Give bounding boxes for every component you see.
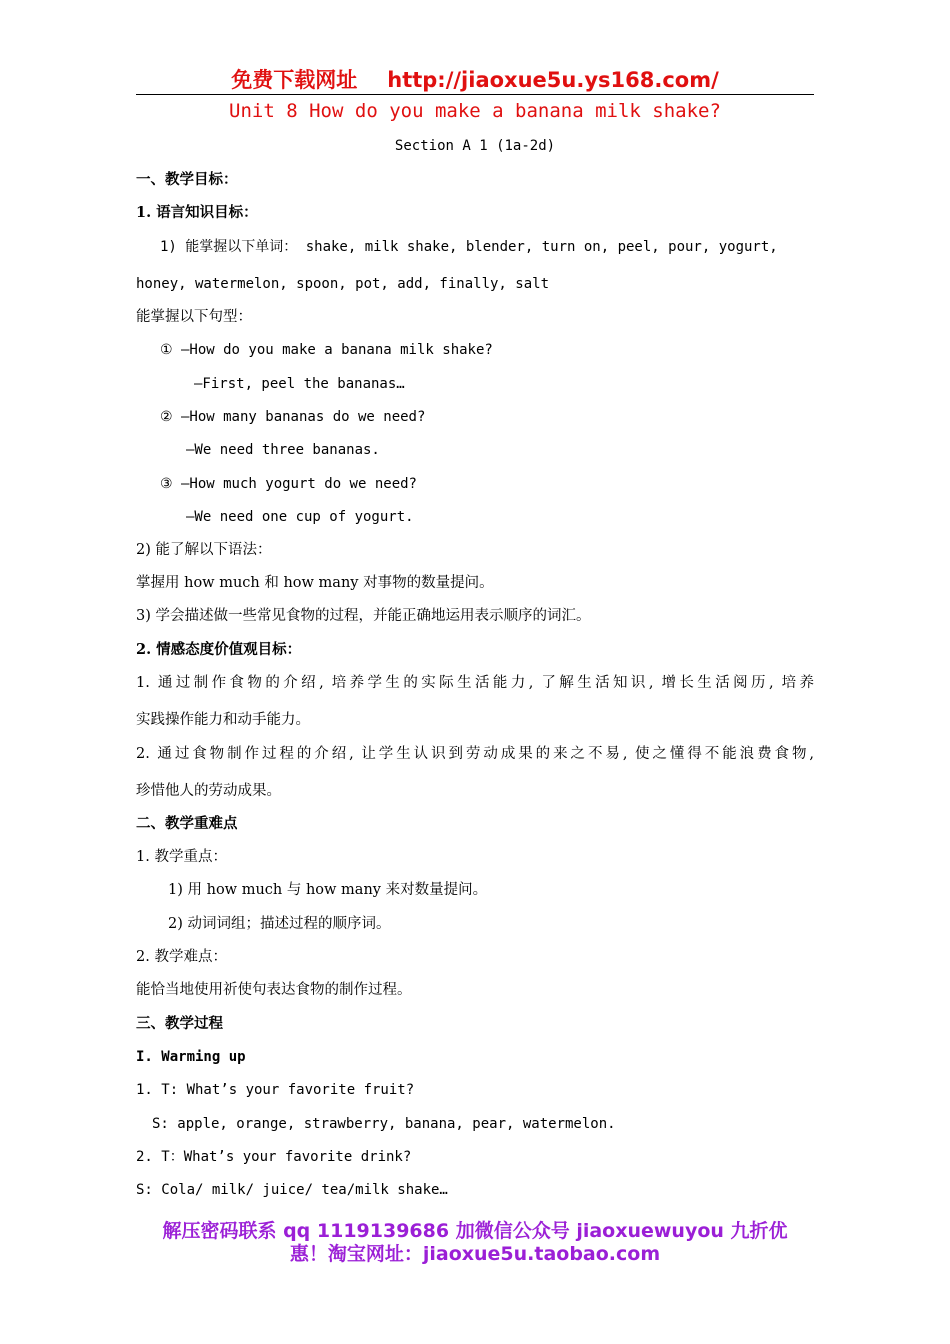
header-label: 免费下载网址 [231,68,358,92]
vocab-line-1: 1) 能掌握以下单词： shake, milk shake, blender, turn on, peel, pour, yogurt, [160,239,778,255]
pattern-2-answer: —We need three bananas. [186,442,380,458]
sentence-patterns-label: 能掌握以下句型： [136,309,252,325]
pattern-1-answer: —First, peel the bananas… [194,376,405,392]
pattern-2-question: ② —How many bananas do we need? [160,409,426,425]
grammar-label: 2) 能了解以下语法： [136,542,272,558]
grammar-line: 掌握用 how much 和 how many 对事物的数量提问。 [136,575,494,591]
pattern-3-question: ③ —How much yogurt do we need? [160,476,417,492]
dialog-2-student: S: Cola/ milk/ juice/ tea/milk shake… [136,1182,448,1198]
dialog-1-student: S: apple, orange, strawberry, banana, pear, watermelon. [152,1116,616,1132]
header-divider [136,94,814,95]
key-points-label: 1. 教学重点： [136,849,227,865]
dialog-2-teacher: 2. T：What’s your favorite drink? [136,1149,412,1165]
difficulty-line: 能恰当地使用祈使句表达食物的制作过程。 [136,982,412,998]
emotional-goal-1b: 实践操作能力和动手能力。 [136,712,310,728]
process-line: 3) 学会描述做一些常见食物的过程，并能正确地运用表示顺序的词汇。 [136,608,591,624]
key-point-2: 2) 动词词组；描述过程的顺序词。 [168,916,391,932]
vocab-line-2: honey, watermelon, spoon, pot, add, finally, salt [136,276,550,292]
key-point-1: 1) 用 how much 与 how many 来对数量提问。 [168,882,488,898]
document-title: Unit 8 How do you make a banana milk shake? [229,100,721,122]
warming-up-heading: I. Warming up [136,1049,246,1065]
document-subtitle: Section A 1 (1a-2d) [394,138,556,154]
difficulty-label: 2. 教学难点： [136,949,227,965]
emotional-goal-2b: 珍惜他人的劳动成果。 [136,783,281,799]
footer-line-2: 惠！淘宝网址：jiaoxue5u.taobao.com [289,1243,661,1265]
subheading-emotional-goals: 2. 情感态度价值观目标： [136,641,302,658]
section-heading-process: 三、教学过程 [136,1015,223,1032]
page-header [0,66,950,94]
dialog-1-teacher: 1. T: What’s your favorite fruit? [136,1082,415,1098]
section-heading-objectives: 一、教学目标： [136,171,238,188]
subheading-language-goals: 1. 语言知识目标： [136,204,258,221]
pattern-3-answer: —We need one cup of yogurt. [186,509,414,525]
section-heading-key-points: 二、教学重难点 [136,815,238,832]
emotional-goal-1a: 1. 通过制作食物的介绍, 培养学生的实际生活能力, 了解生活知识, 增长生活阅历, 培养 [136,675,814,691]
header-url-link[interactable]: http://jiaoxue5u.ys168.com/ [387,68,719,92]
emotional-goal-2a: 2. 通过食物制作过程的介绍, 让学生认识到劳动成果的来之不易, 使之懂得不能浪费食物, [136,746,814,762]
pattern-1-question: ① —How do you make a banana milk shake? [160,342,493,358]
footer-line-1: 解压密码联系 qq 1119139686 加微信公众号 jiaoxuewuyou 九折优 [162,1220,788,1242]
